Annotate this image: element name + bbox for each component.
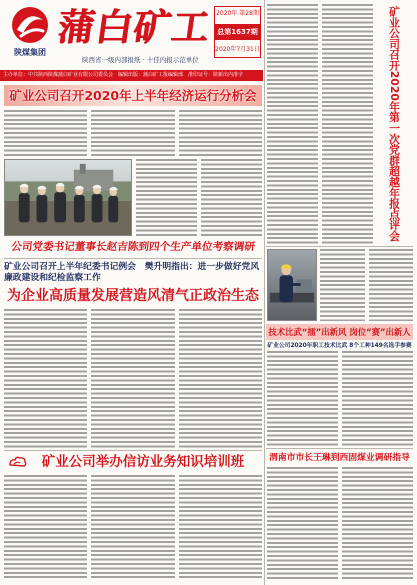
section-divider [4,258,262,259]
section-divider [266,246,413,247]
section-divider [266,448,413,449]
kicker-discipline: 矿业公司召开上半年纪委书记例会 樊升明指出：进一步做好党风廉政建设和纪检监察工作 [4,262,260,283]
subhead-skills-contest: 矿业公司2020年职工技术比武 8个工种149名选手参赛 [267,343,412,349]
publication-date: 2020年7月31日 [215,46,260,53]
text-column [91,110,174,156]
article-body-inspection [136,159,262,236]
article-body-party-review [267,4,373,244]
headline-inspection: 公司党委书记董事长赵吉陈到四个生产单位考察调研 [10,241,256,253]
group-name: 陕煤集团 [14,48,46,57]
text-column [267,467,338,580]
text-column [322,4,373,244]
text-column [4,475,87,580]
text-column [4,110,87,156]
headline-mayor-visit: 渭南市市长王琳到西固煤业调研指导 [269,453,410,463]
text-column [179,475,262,580]
column-divider [264,0,265,585]
text-column [136,159,197,236]
article-body-discipline [4,309,262,448]
masthead-title: 蒲白矿工 [54,5,214,49]
article-body-petition-training [4,475,262,580]
cloud-ornament-icon [8,455,28,469]
masthead-tagline: 陕西省一级内部报纸 · 十佳内报示范单位 [82,56,199,64]
text-column [179,309,262,448]
headline-discipline: 为企业高质量发展营造风清气正政治生态 [7,288,259,304]
logo-emblem-icon [8,5,52,45]
section-divider [4,450,262,451]
issue-date-box [214,6,261,58]
text-column [342,351,413,447]
article-body-economic-meeting [4,110,262,156]
photo-inspection [4,159,132,236]
shaanmei-logo [8,5,52,45]
article-body-mayor-visit [267,467,413,580]
text-column [179,110,262,156]
headline-economic-meeting: 矿业公司召开2020年上半年经济运行分析会 [4,85,262,106]
text-column [201,159,262,236]
headline-petition-training: 矿业公司举办信访业务知识培训班 [41,454,245,470]
text-column [91,309,174,448]
text-column [320,249,365,321]
text-column [91,475,174,580]
text-column [4,309,87,448]
article-body-skills-intro [320,249,413,321]
total-issue-number: 总第1637期 [215,24,260,40]
publisher-info-bar: 主办单位：中共陕西陕煤蒲白矿业有限公司委员会 编辑出版：蒲白矿工报编辑部 准印证号：陕新出内准字 [0,70,263,81]
text-column [342,467,413,580]
issue-number: 2020年 第28期 [216,10,259,17]
headline-party-review-meeting: 矿业公司召开2020年第一次党群超越年报点评会 [388,6,401,242]
text-column [267,4,318,244]
text-column [369,249,414,321]
text-column [267,351,338,447]
article-body-skills-contest [267,351,413,447]
photo-skills-contest [267,249,317,321]
headline-skills-contest: 技术比武“擂”出新风 岗位“赛”出新人 [266,324,413,340]
